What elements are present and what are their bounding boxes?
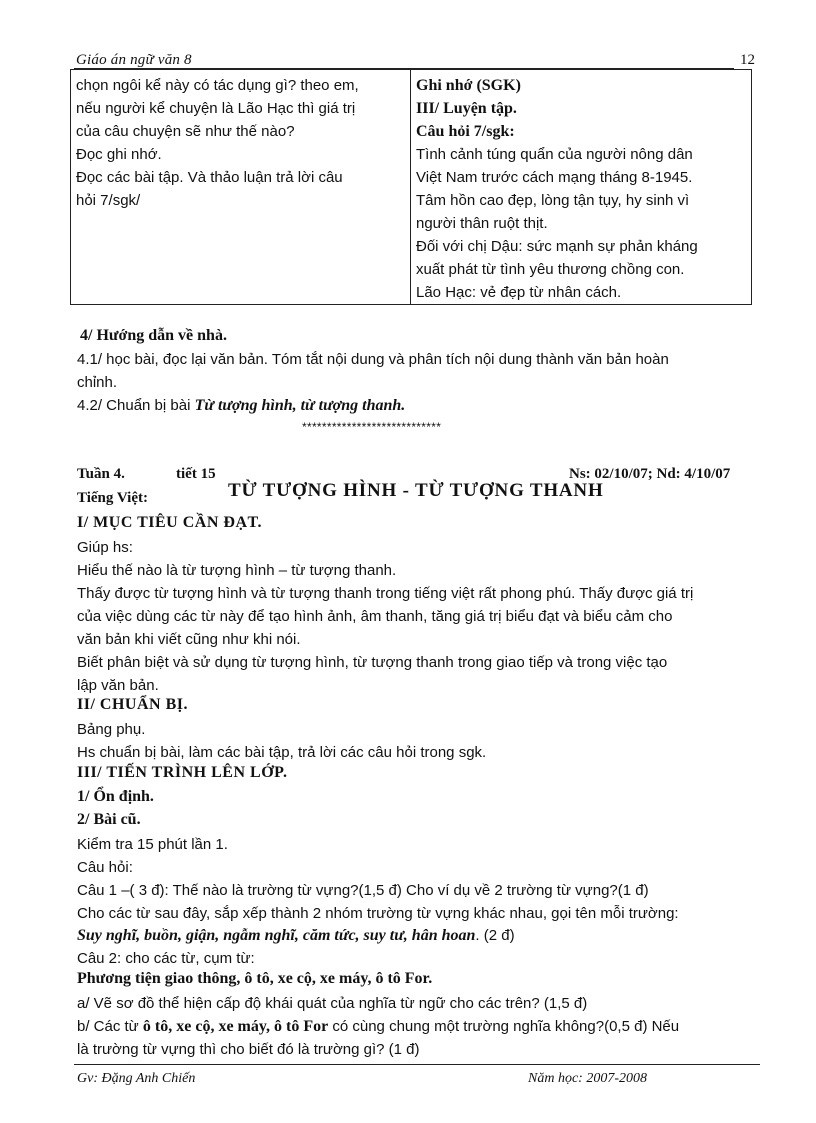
section-line: Câu 1 –( 3 đ): Thế nào là trường từ vựng?(1,5 đ) Cho ví dụ về 2 trường từ vựng?(1 đ) — [77, 882, 649, 899]
table-text-line: nếu người kể chuyện là Lão Hạc thì giá trị — [76, 100, 356, 117]
lesson-dates: Ns: 02/10/07; Nd: 4/10/07 — [569, 466, 731, 482]
section-heading: III/ TIẾN TRÌNH LÊN LỚP. — [77, 764, 288, 781]
section-line — [77, 1016, 679, 1039]
footer-teacher: Gv: Đặng Anh Chiến — [77, 1071, 196, 1086]
section-line: Giúp hs: — [77, 539, 133, 556]
question-suffix: có cùng chung một trường nghĩa không?(0,5 đ) Nếu — [332, 1018, 680, 1035]
homework-heading: 4/ Hướng dẫn về nhà. — [80, 327, 227, 344]
table-text-line: Tình cảnh túng quẩn của người nông dân — [416, 146, 693, 163]
question-prefix: b/ Các từ — [77, 1018, 139, 1035]
table-heading: Câu hỏi 7/sgk: — [416, 123, 515, 140]
homework-emphasis: Từ tượng hình, từ tượng thanh. — [194, 397, 406, 414]
section-line: Kiểm tra 15 phút lần 1. — [77, 836, 228, 853]
section-line: là trường từ vựng thì cho biết đó là trường gì? (1 đ) — [77, 1041, 420, 1058]
footer-year: Năm học: 2007-2008 — [528, 1071, 647, 1086]
table-text-line: Lão Hạc: vẻ đẹp từ nhân cách. — [416, 284, 622, 301]
section-heading: II/ CHUẨN BỊ. — [77, 696, 188, 713]
table-text-line: của câu chuyện sẽ như thế nào? — [76, 123, 295, 140]
table-text-line: Đọc các bài tập. Và thảo luận trả lời câu — [76, 169, 343, 186]
homework-line: 4.1/ học bài, đọc lại văn bản. Tóm tắt nội dung và phân tích nội dung thành văn bản hoàn — [77, 351, 669, 368]
section-line: Câu 2: cho các từ, cụm từ: — [77, 950, 255, 967]
footer-rule — [74, 1064, 760, 1065]
lesson-table — [70, 69, 752, 305]
section-line: a/ Vẽ sơ đồ thể hiện cấp độ khái quát của nghĩa từ ngữ cho các trên? (1,5 đ) — [77, 995, 588, 1012]
homework-line: chỉnh. — [77, 374, 118, 391]
section-line: văn bản khi viết cũng như khi nói. — [77, 631, 301, 648]
homework-line — [77, 395, 405, 418]
separator: **************************** — [302, 420, 442, 434]
lesson-title: TỪ TƯỢNG HÌNH - TỪ TƯỢNG THANH — [228, 480, 604, 501]
subsection-heading: 2/ Bài cũ. — [77, 811, 141, 828]
table-heading: III/ Luyện tập. — [416, 100, 517, 117]
question-terms: Phương tiện giao thông, ô tô, xe cộ, xe máy, ô tô For. — [77, 970, 433, 987]
word-list: Suy nghĩ, buồn, giận, ngẫm nghĩ, căm tức, suy tư, hân hoan — [77, 927, 476, 944]
section-line: Biết phân biệt và sử dụng từ tượng hình, từ tượng thanh trong giao tiếp và trong việc tạo — [77, 654, 668, 671]
page-number: 12 — [740, 52, 755, 68]
lesson-period: tiết 15 — [176, 466, 216, 482]
table-cell-content — [411, 70, 752, 305]
lesson-week: Tuần 4. — [77, 466, 125, 482]
section-heading: I/ MỤC TIÊU CẦN ĐẠT. — [77, 514, 262, 531]
lesson-subject: Tiếng Việt: — [77, 490, 148, 506]
section-line: Thấy được từ tượng hình và từ tượng thanh trong tiếng việt rất phong phú. Thấy được giá trị — [77, 585, 694, 602]
section-line — [77, 925, 515, 948]
header-title: Giáo án ngữ văn 8 — [76, 52, 192, 68]
table-cell-activities — [71, 70, 411, 305]
table-text-line: chọn ngôi kể này có tác dụng gì? theo em, — [76, 77, 359, 94]
homework-prefix: 4.2/ Chuẩn bị bài — [77, 397, 191, 414]
word-list-score: . (2 đ) — [475, 927, 515, 944]
table-text-line: Việt Nam trước cách mạng tháng 8-1945. — [416, 169, 693, 186]
section-line: Hiểu thế nào là từ tượng hình – từ tượng thanh. — [77, 562, 397, 579]
table-text-line: người thân ruột thịt. — [416, 215, 548, 232]
table-text-line: Tâm hồn cao đẹp, lòng tận tụy, hy sinh vì — [416, 192, 690, 209]
section-line: Bảng phụ. — [77, 721, 146, 738]
table-text-line: xuất phát từ tình yêu thương chồng con. — [416, 261, 685, 278]
table-text-line: Đọc ghi nhớ. — [76, 146, 162, 163]
table-row — [71, 70, 752, 305]
subsection-heading: 1/ Ổn định. — [77, 788, 154, 805]
section-line: lập văn bản. — [77, 677, 159, 694]
table-heading: Ghi nhớ (SGK) — [416, 77, 521, 94]
section-line: của việc dùng các từ này để tạo hình ảnh, âm thanh, tăng giá trị biểu đạt và biểu cảm cho — [77, 608, 673, 625]
question-terms: ô tô, xe cộ, xe máy, ô tô For — [142, 1018, 329, 1035]
section-line: Câu hỏi: — [77, 859, 133, 876]
section-line: Cho các từ sau đây, sắp xếp thành 2 nhóm trường từ vựng khác nhau, gọi tên mỗi trường: — [77, 905, 679, 922]
section-line: Hs chuẩn bị bài, làm các bài tập, trả lời các câu hỏi trong sgk. — [77, 744, 487, 761]
table-text-line: hỏi 7/sgk/ — [76, 192, 141, 209]
table-text-line: Đối với chị Dậu: sức mạnh sự phản kháng — [416, 238, 698, 255]
